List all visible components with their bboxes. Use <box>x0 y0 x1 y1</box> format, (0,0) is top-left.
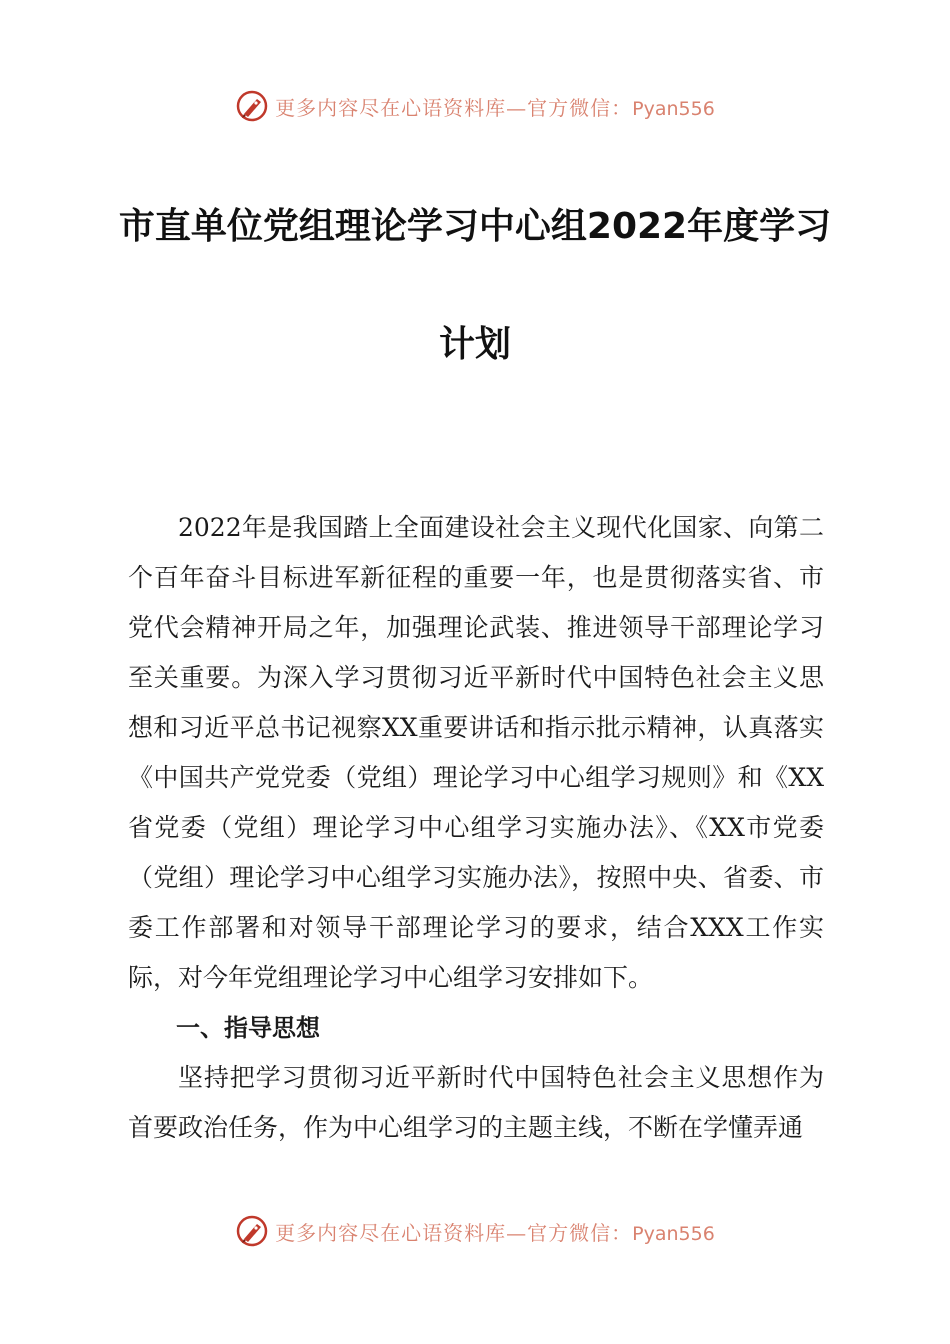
watermark-text: 更多内容尽在心语资料库—官方微信：Pyan556 <box>275 95 715 120</box>
pen-nib-circle-icon <box>235 89 269 123</box>
document-title-line2: 计划 <box>438 324 511 365</box>
document-body <box>128 503 824 1153</box>
document-title-line1: 市直单位党组理论学习中心组2022年度学习 <box>118 206 832 247</box>
guiding-ideology-paragraph: 坚持把学习贯彻习近平新时代中国特色社会主义思想作为首要政治任务，作为中心组学习的主题主线，不断在学懂弄通 <box>128 1063 824 1142</box>
intro-paragraph: 2022年是我国踏上全面建设社会主义现代化国家、向第二个百年奋斗目标进军新征程的重要一年，也是贯彻落实省、市党代会精神开局之年，加强理论武装、推进领导干部理论学习至关重要。为深入学习贯彻习近平新时代中国特色社会主义思想和习近平总书记视察XX重要讲话和指示批示精神，认真落实《中国共产党党委（党组）理论学习中心组学习规则》和《XX省党委（党组）理论学习中心组学习实施办法》、《XX市党委（党组）理论学习中心组学习实施办法》，按照中央、省委、市委工作部署和对领导干部理论学习的要求，结合XXX工作实际，对今年党组理论学习中心组学习安排如下。 <box>128 513 824 992</box>
watermark-banner-bottom <box>0 1211 950 1251</box>
section-heading-guiding-ideology: 一、指导思想 <box>176 1014 320 1042</box>
watermark-banner-top <box>0 86 950 126</box>
watermark-text: 更多内容尽在心语资料库—官方微信：Pyan556 <box>275 1220 715 1245</box>
pen-nib-circle-icon <box>235 1214 269 1248</box>
